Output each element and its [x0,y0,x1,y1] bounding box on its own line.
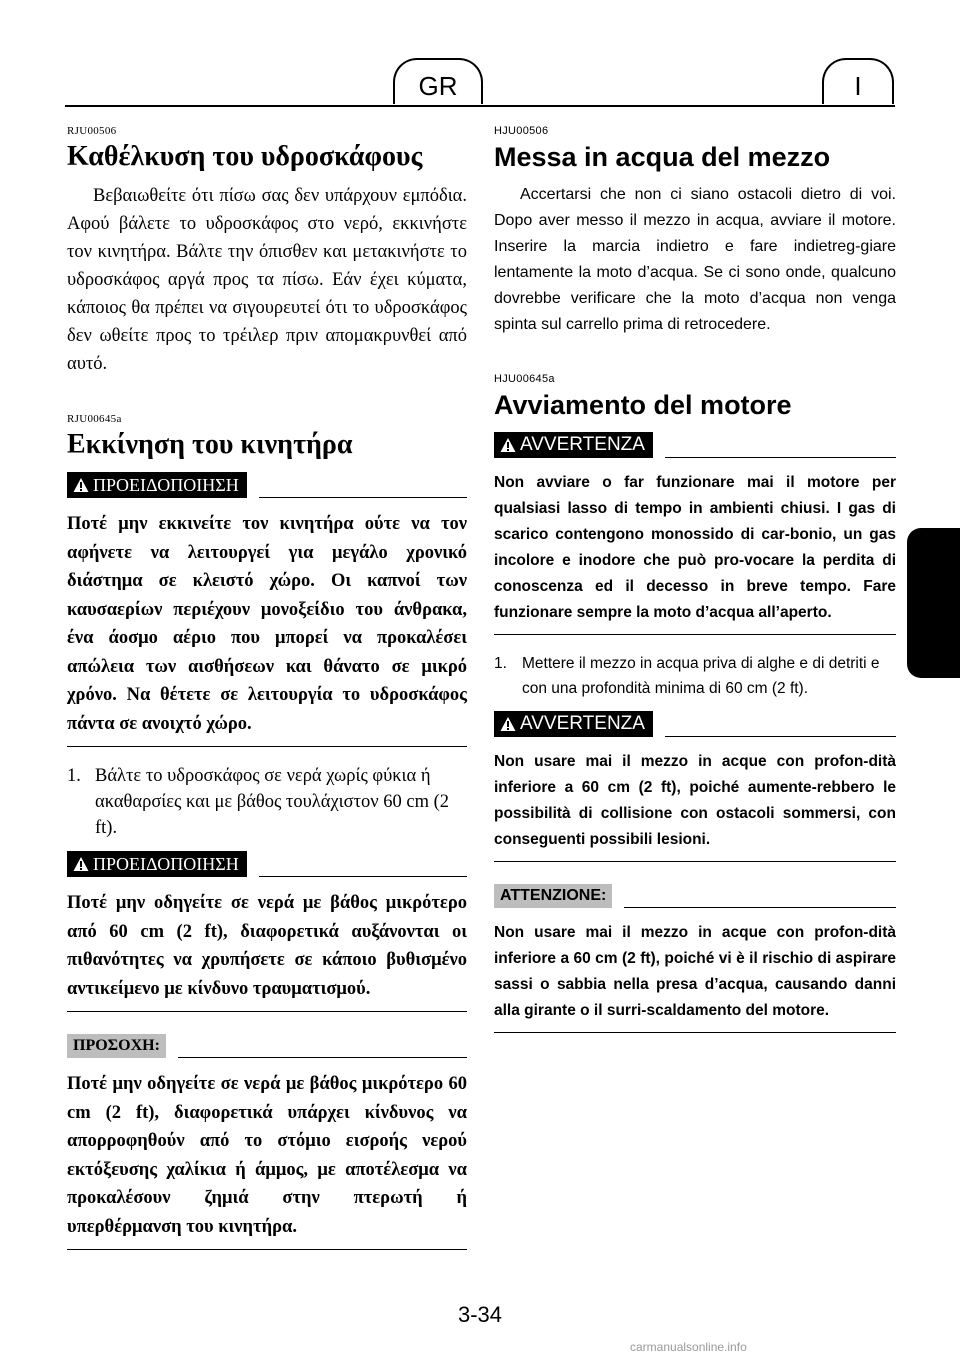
step-text: Mettere il mezzo in acqua priva di alghe e di detriti e con una profondità minima di 60 cm (2 ft). [522,655,880,697]
header-rule [65,105,895,107]
greek-column [67,124,467,1250]
caution-header [67,1034,467,1058]
warning-label [494,432,653,458]
warning-label-text: AVVERTENZA [520,713,645,734]
paragraph: Βεβαιωθείτε ότι πίσω σας δεν υπάρχουν εμπόδια. Αφού βάλετε το υδροσκάφος στο νερό, εκκινήστε τον κινητήρα. Βάλτε την όπισθεν και μετακινήστε το υδροσκάφος αργά προς τα πίσω. Εάν έχει κύματα, κάποιος θα πρέπει να σιγουρευτεί ότι το υδροσκάφος δεν ωθείτε προς το τρέιλερ πριν απομακρυνθεί από αυτό. [67,186,467,374]
warning-text: Non avviare o far funzionare mai il motore per qualsiasi lasso di tempo in ambienti chiusi. I gas di scarico contengono monossido di car-bonio, un gas incolore e inodore che può pro-vocare la perdita di conoscenza ed il decesso in breve tempo. Fare funzionare sempre la moto d’acqua all’aperto. [494,470,896,635]
warning-header [67,472,467,498]
warning-triangle-icon [500,437,516,453]
warning-text: Ποτέ μην εκκινείτε τον κινητήρα ούτε να τον αφήνετε να λειτουργεί για μεγάλο χρονικό διάστημα σε κλειστό χώρο. Οι καπνοί των καυσαερίων περιέχουν μονοξείδιο του άνθρακα, ένα άοσμο αέριο που μπορεί να προκαλέσει απώλεια των αισθήσεων και θάνατο σε μικρό χρόνο. Να θέτετε σε λειτουργία το υδροσκάφος πάντα σε ανοιχτό χώρο. [67,510,467,747]
warning-label [67,851,247,877]
warning-label [67,472,247,498]
warning-label-text: AVVERTENZA [520,434,645,455]
caution-rule [178,1057,467,1058]
caution-rule [624,907,896,908]
warning-rule [665,736,896,737]
warning-label [494,711,653,737]
warning-text: Ποτέ μην οδηγείτε σε νερά με βάθος μικρότερο από 60 cm (2 ft), διαφορετικά αυξάνονται οι πιθανότητες να χρυπήσετε σε κάποιο βυθισμένο αντικείμενο με κίνδυνο τραυματισμού. [67,889,467,1012]
page-number: 3-34 [457,1302,503,1327]
caution-label: ATTENZIONE: [494,884,612,908]
warning-label-text: ΠΡΟΕΙΔΟΠΟΙΗΣΗ [93,475,239,495]
warning-header [67,851,467,877]
paragraph: Accertarsi che non ci siano ostacoli dietro di voi. Dopo aver messo il mezzo in acqua, avviare il motore. Inserire la marcia indietro e fare indietreg-giare lentamente la moto d’acqua. Se ci sono onde, qualcuno dovrebbe verificare che la moto d’acqua non venga spinta sul carrello prima di retrocedere. [494,186,896,333]
chapter-thumb-tab [907,528,960,678]
step-item [494,651,896,701]
warning-header [494,711,896,737]
section-title: Messa in acqua del mezzo [494,142,831,172]
language-tab-italian: I [822,58,894,104]
italian-column [494,124,896,1033]
caution-header [494,884,896,908]
warning-triangle-icon [73,856,89,872]
warning-triangle-icon [73,477,89,493]
section-title: Εκκίνηση του κινητήρα [67,429,353,460]
watermark: carmanualsonline.info [630,1340,747,1354]
section-code: RJU00645a [67,413,122,425]
warning-header [494,432,896,458]
warning-triangle-icon [500,716,516,732]
warning-rule [665,457,896,458]
section-title: Avviamento del motore [494,390,792,420]
step-number: 1. [494,655,507,672]
step-text: Βάλτε το υδροσκάφος σε νερά χωρίς φύκια ή ακαθαρσίες και με βάθος τουλάχιστον 60 cm (2 ft). [95,766,450,838]
warning-rule [259,497,467,498]
section-code: RJU00506 [67,125,117,137]
caution-text: Ποτέ μην οδηγείτε σε νερά με βάθος μικρότερο 60 cm (2 ft), διαφορετικά υπάρχει κίνδυνος να απορροφηθούν από το στόμιο εισροής νερού εκτόξευσης χαλίκια ή άμμος, με αποτέλεσμα να προκαλέσουν ζημιά στην πτερωτή ή υπερθέρμανση του κινητήρα. [67,1070,467,1250]
warning-rule [259,876,467,877]
caution-text: Non usare mai il mezzo in acque con profon-dità inferiore a 60 cm (2 ft), poiché vi è il rischio di aspirare sassi o sabbia nella presa d’acqua, causando danni alla girante o il surri-scaldamento del motore. [494,920,896,1033]
warning-text: Non usare mai il mezzo in acque con profon-dità inferiore a 60 cm (2 ft), poiché aumente-rebbero le possibilità di collisione con ostacoli sommersi, con conseguenti possibili lesioni. [494,749,896,862]
caution-label: ΠΡΟΣΟΧΗ: [67,1034,166,1058]
language-tab-greek: GR [393,58,483,104]
section-code: HJU00645a [494,373,555,385]
warning-label-text: ΠΡΟΕΙΔΟΠΟΙΗΣΗ [93,854,239,874]
section-title: Καθέλκυση του υδροσκάφους [67,141,423,172]
section-code: HJU00506 [494,125,549,137]
step-item [67,763,467,841]
step-number: 1. [67,766,81,786]
